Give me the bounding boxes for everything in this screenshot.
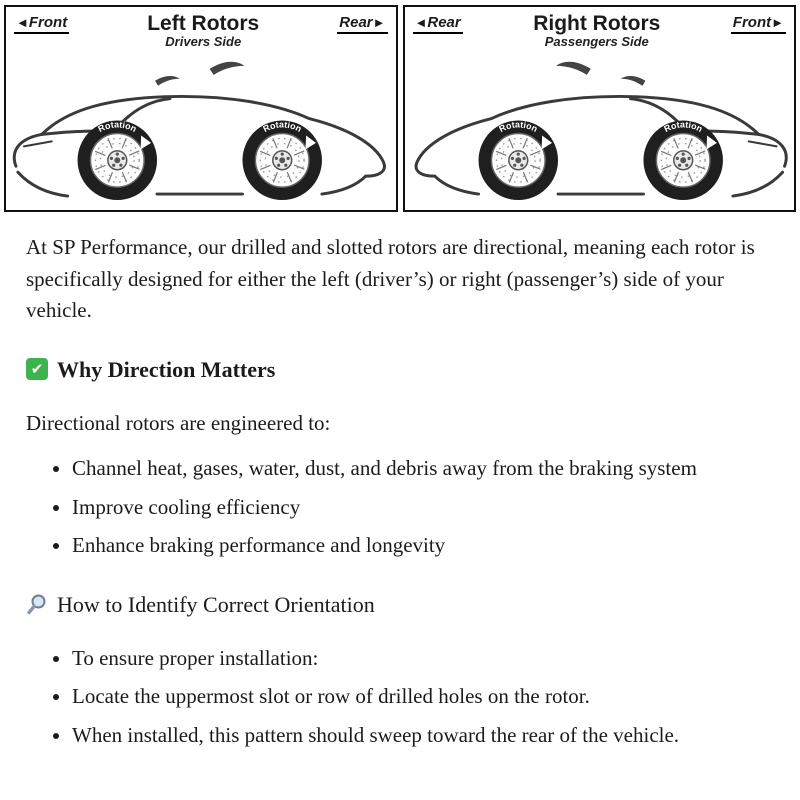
left-rotors-panel — [4, 5, 398, 212]
rear-direction-label: Rear► — [337, 14, 387, 34]
list-item: • Channel heat, gases, water, dust, and debris away from the braking system — [72, 453, 774, 485]
magnifier-icon — [26, 593, 48, 616]
list-item: • Enhance braking performance and longevity — [72, 530, 774, 562]
benefits-list — [26, 453, 774, 562]
rear-direction-label: ◄Rear — [413, 14, 463, 34]
section-lead: Directional rotors are engineered to: — [26, 410, 331, 435]
check-icon: ✔ — [26, 358, 48, 380]
panel-title: Right Rotors — [533, 12, 661, 35]
right-rotors-panel — [403, 5, 797, 212]
panel-title: Left Rotors — [147, 12, 260, 35]
list-item: • Improve cooling efficiency — [72, 492, 774, 524]
right-arrow-icon: ► — [372, 15, 386, 30]
orientation-steps-list — [26, 643, 774, 752]
right-arrow-icon: ► — [771, 15, 784, 30]
section-heading-text: How to Identify Correct Orientation — [57, 591, 375, 617]
intro-paragraph: At SP Performance, our drilled and slotted rotors are directional, meaning each rotor is specifically designed for either the left (driver’s) or right (passenger’s) side of your vehicle. — [26, 235, 755, 323]
front-direction-label: ◄Front — [14, 14, 69, 34]
rotor-direction-diagram — [0, 0, 800, 212]
left-arrow-icon: ◄ — [16, 15, 29, 30]
section-heading-why-direction-matters — [26, 353, 774, 386]
article-body — [0, 212, 800, 771]
rear-left-rotor-illustration — [242, 120, 321, 201]
front-direction-label: Front► — [731, 14, 786, 34]
list-item: • Locate the uppermost slot or row of drilled holes on the rotor. — [72, 681, 774, 713]
list-item: • When installed, this pattern should sweep toward the rear of the vehicle. — [72, 720, 774, 752]
left-arrow-icon: ◄ — [414, 15, 428, 30]
panel-subtitle: Drivers Side — [165, 34, 242, 50]
list-item: • To ensure proper installation: — [72, 643, 774, 675]
left-side-car-illustration — [6, 49, 396, 210]
panel-subtitle: Passengers Side — [544, 34, 649, 50]
section-heading-identify-orientation — [26, 588, 774, 621]
right-side-car-illustration — [405, 49, 795, 210]
section-heading-text: Why Direction Matters — [57, 356, 276, 382]
rear-right-rotor-illustration — [478, 120, 557, 201]
